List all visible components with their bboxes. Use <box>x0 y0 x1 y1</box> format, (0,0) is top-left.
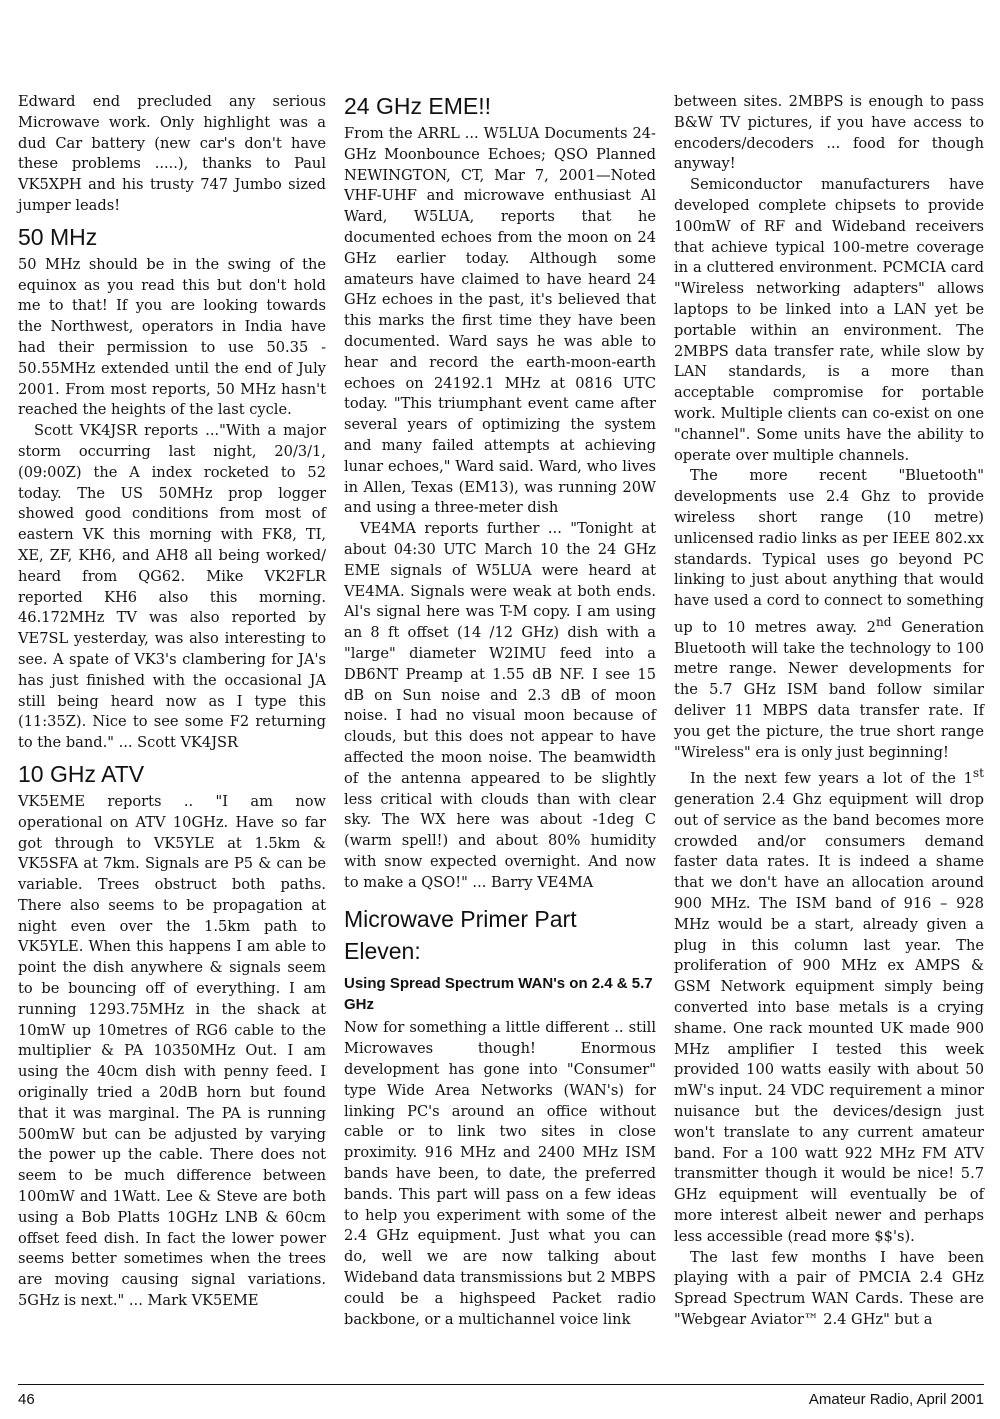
subheading-spread-spectrum: Using Spread Spectrum WAN's on 2.4 & 5.7 GHz <box>344 975 653 1014</box>
paragraph-continuation: between sites. 2MBPS is enough to pass B&W TV pictures, if you have access to encoders/decoders ... food for though anyway! <box>674 93 984 173</box>
page-number: 46 <box>18 1391 35 1408</box>
heading-50mhz: 50 MHz <box>18 223 98 250</box>
bluetooth-text-b: Generation Bluetooth will take the technology to 100 metre range. Newer developments for the 5.7 GHz ISM band follow similar deliver 11 MBPS data transfer rate. If you get the picture, the true short range "Wireless" era is only just beginning! <box>674 618 984 761</box>
heading-24ghz-eme: 24 GHz EME!! <box>344 93 491 119</box>
paragraph-24ghz-2: VE4MA reports further ... "Tonight at about 04:30 UTC March 10 the 24 GHz EME signals of W5LUA were heard at VE4MA. Signals were weak at both ends. Al's signal here was T-M copy. I am using an 8 ft offset (14 /12 GHz) dish with a "large" diameter W2IMU feed into a DB6NT Preamp at 1.55 dB NF. I see 15 dB on Sun noise and 2.3 dB of moon noise. I had no visual moon because of clouds, but this does not appear to have affected the moon noise. The beamwidth of the antenna appeared to be slightly less critical with clouds than with clear sky. The WX here was about -1deg C (warm spell!) and about 80% humidity with snow expected overnight. And now to make a QSO!" ... Barry VE4MA <box>344 520 656 891</box>
paragraph-10ghz-atv: VK5EME reports .. "I am now operational on ATV 10GHz. Have so far got through to VK5YLE at 1.5km & VK5SFA at 7km. Signals are P5 & can be variable. Trees obstruct both paths. There also seems to be propagation at night even over the 1.5km path to VK5YLE. When this happens I am able to point the dish anywhere & signals seem to be bouncing off of everything. I am running 1293.75MHz in the shack at 10mW up 10metres of RG6 cable to the multiplier & PA 10350MHz Out. I am using the 40cm dish with penny feed. I originally tried a 20dB horn but found that it was marginal. The PA is running 500mW but can be adjusted by varying the power up the cable. There does not seem to be much difference between 100mW and 1Watt. Lee & Steve are both using a Bob Platts 10GHz LNB & 60cm offset feed dish. In fact the lower power seems better sometimes when the trees are moving causing signal variations. 5GHz is next." ... Mark VK5EME <box>18 792 326 1310</box>
paragraph-50mhz-2: Scott VK4JSR reports ..."With a major storm occurring last night, 20/3/1, (09:00Z) the A index rocketed to 52 today. The US 50MHz prop logger showed good conditions from most of eastern VK this morning with FK8, TI, XE, ZF, KH6, and AH8 all being worked/ heard from QG62. Mike VK2FLR reported KH6 also this morning. 46.172MHz TV was also reported by VE7SL yesterday, was also interesting to see. A spate of VK3's clambering for JA's has just finished with the occasional JA still being heard now as I type this (11:35Z). Nice to see some F2 returning to the band." ... Scott VK4JSR <box>18 422 326 752</box>
column-1 <box>18 92 326 1312</box>
paragraph-50mhz-1: 50 MHz should be in the swing of the equinox as you read this but don't hold me to that! If you are looking towards the Northwest, operators in India have had their permission to use 50.35 - 50.55MHz extended until the end of July 2001. From most reports, 50 MHz hasn't reached the heights of the last cycle. <box>18 255 326 419</box>
issue-label: Amateur Radio, April 2001 <box>808 1391 984 1408</box>
heading-10ghz-atv: 10 GHz ATV <box>18 760 145 787</box>
superscript-st: st <box>972 766 984 781</box>
column-2 <box>344 92 656 1330</box>
footer-divider <box>18 1384 984 1385</box>
superscript-nd: nd <box>875 614 892 629</box>
paragraph-semiconductor: Semiconductor manufacturers have developed complete chipsets to provide 100mW of RF and Wideband receivers that achieve typical 100-metre coverage in a cluttered environment. PCMCIA card "Wireless networking adapters" allows laptops to be linked into a LAN yet be portable within an environment. The 2MBPS data transfer rate, while slow by LAN standards, is a more than acceptable compromise for portable work. Multiple clients can co-exist on one "channel". Some units have the ability to operate over multiple channels. <box>674 176 984 464</box>
paragraph-intro: Edward end precluded any serious Microwave work. Only highlight was a dud Car battery (new car's don't have these problems .....), thanks to Paul VK5XPH and his trusty 747 Jumbo sized jumper leads! <box>18 93 326 214</box>
paragraph-last-months: The last few months I have been playing with a pair of PMCIA 2.4 GHz Spread Spectrum WAN Cards. These are "Webgear Aviator™ 2.4 GHz" but a <box>674 1248 984 1328</box>
heading-microwave-primer: Microwave Primer Part Eleven: <box>344 906 577 965</box>
paragraph-primer: Now for something a little different .. still Microwaves though! Enormous development has gone into "Consumer" type Wide Area Networks (WAN's) for linking PC's around an office without cable or to link two sites in close proximity. 916 MHz and 2400 MHz ISM bands have been, to date, the preferred bands. This part will pass on a few ideas to help you experiment with some of the 2.4 GHz equipment. Just what you can do, well we are now talking about Wideband data transmissions but 2 MBPS could be a highspeed Packet radio backbone, or a multichannel voice link <box>344 1019 656 1328</box>
paragraph-bluetooth <box>674 466 984 763</box>
next-years-text-a: In the next few years a lot of the 1 <box>690 770 973 788</box>
paragraph-next-years <box>674 763 984 1247</box>
bluetooth-text-a: The more recent "Bluetooth" developments use 2.4 Ghz to provide wireless short range (10 metre) unlicensed radio links as per IEEE 802.xx standards. Typical uses go beyond PC linking to just about anything that would have used a cord to connect to something up to 10 metres away. 2 <box>674 467 984 636</box>
column-3 <box>674 92 984 1331</box>
paragraph-24ghz-1: From the ARRL ... W5LUA Documents 24-GHz Moonbounce Echoes; QSO Planned NEWINGTON, CT, Mar 7, 2001—Noted VHF-UHF and microwave enthusiast Al Ward, W5LUA, reports that he documented echoes from the moon on 24 GHz earlier today. Although some amateurs have claimed to have heard 24 GHz echoes in the past, it's believed that this marks the first time they have been documented. Ward says he was able to hear and record the earth-moon-earth echoes on 24192.1 MHz at 0816 UTC today. "This triumphant event came after several years of optimizing the system and many failed attempts at achieving lunar echoes," Ward said. Ward, who lives in Allen, Texas (EM13), was running 20W and using a three-meter dish <box>344 125 656 517</box>
next-years-text-b: generation 2.4 Ghz equipment will drop out of service as the band becomes more crowded and/or consumers demand faster data rates. It is indeed a shame that we don't have an allocation around 900 MHz. The ISM band of 916 – 928 MHz would be a start, already given a plug in this column last year. The proliferation of 900 MHz ex AMPS & GSM Network equipment simply being converted into base metals is a crying shame. One rack mounted UK made 900 MHz amplifier I tested this week provided 100 watts easily with about 50 mW's input. 24 VDC requirement a minor nuisance but the devices/design just won't translate to any current amateur band. For a 100 watt 922 MHz FM ATV transmitter though it would be nice! 5.7 GHz equipment will eventually be of more interest albeit newer and perhaps less accessible (read more $$'s). <box>674 791 984 1245</box>
